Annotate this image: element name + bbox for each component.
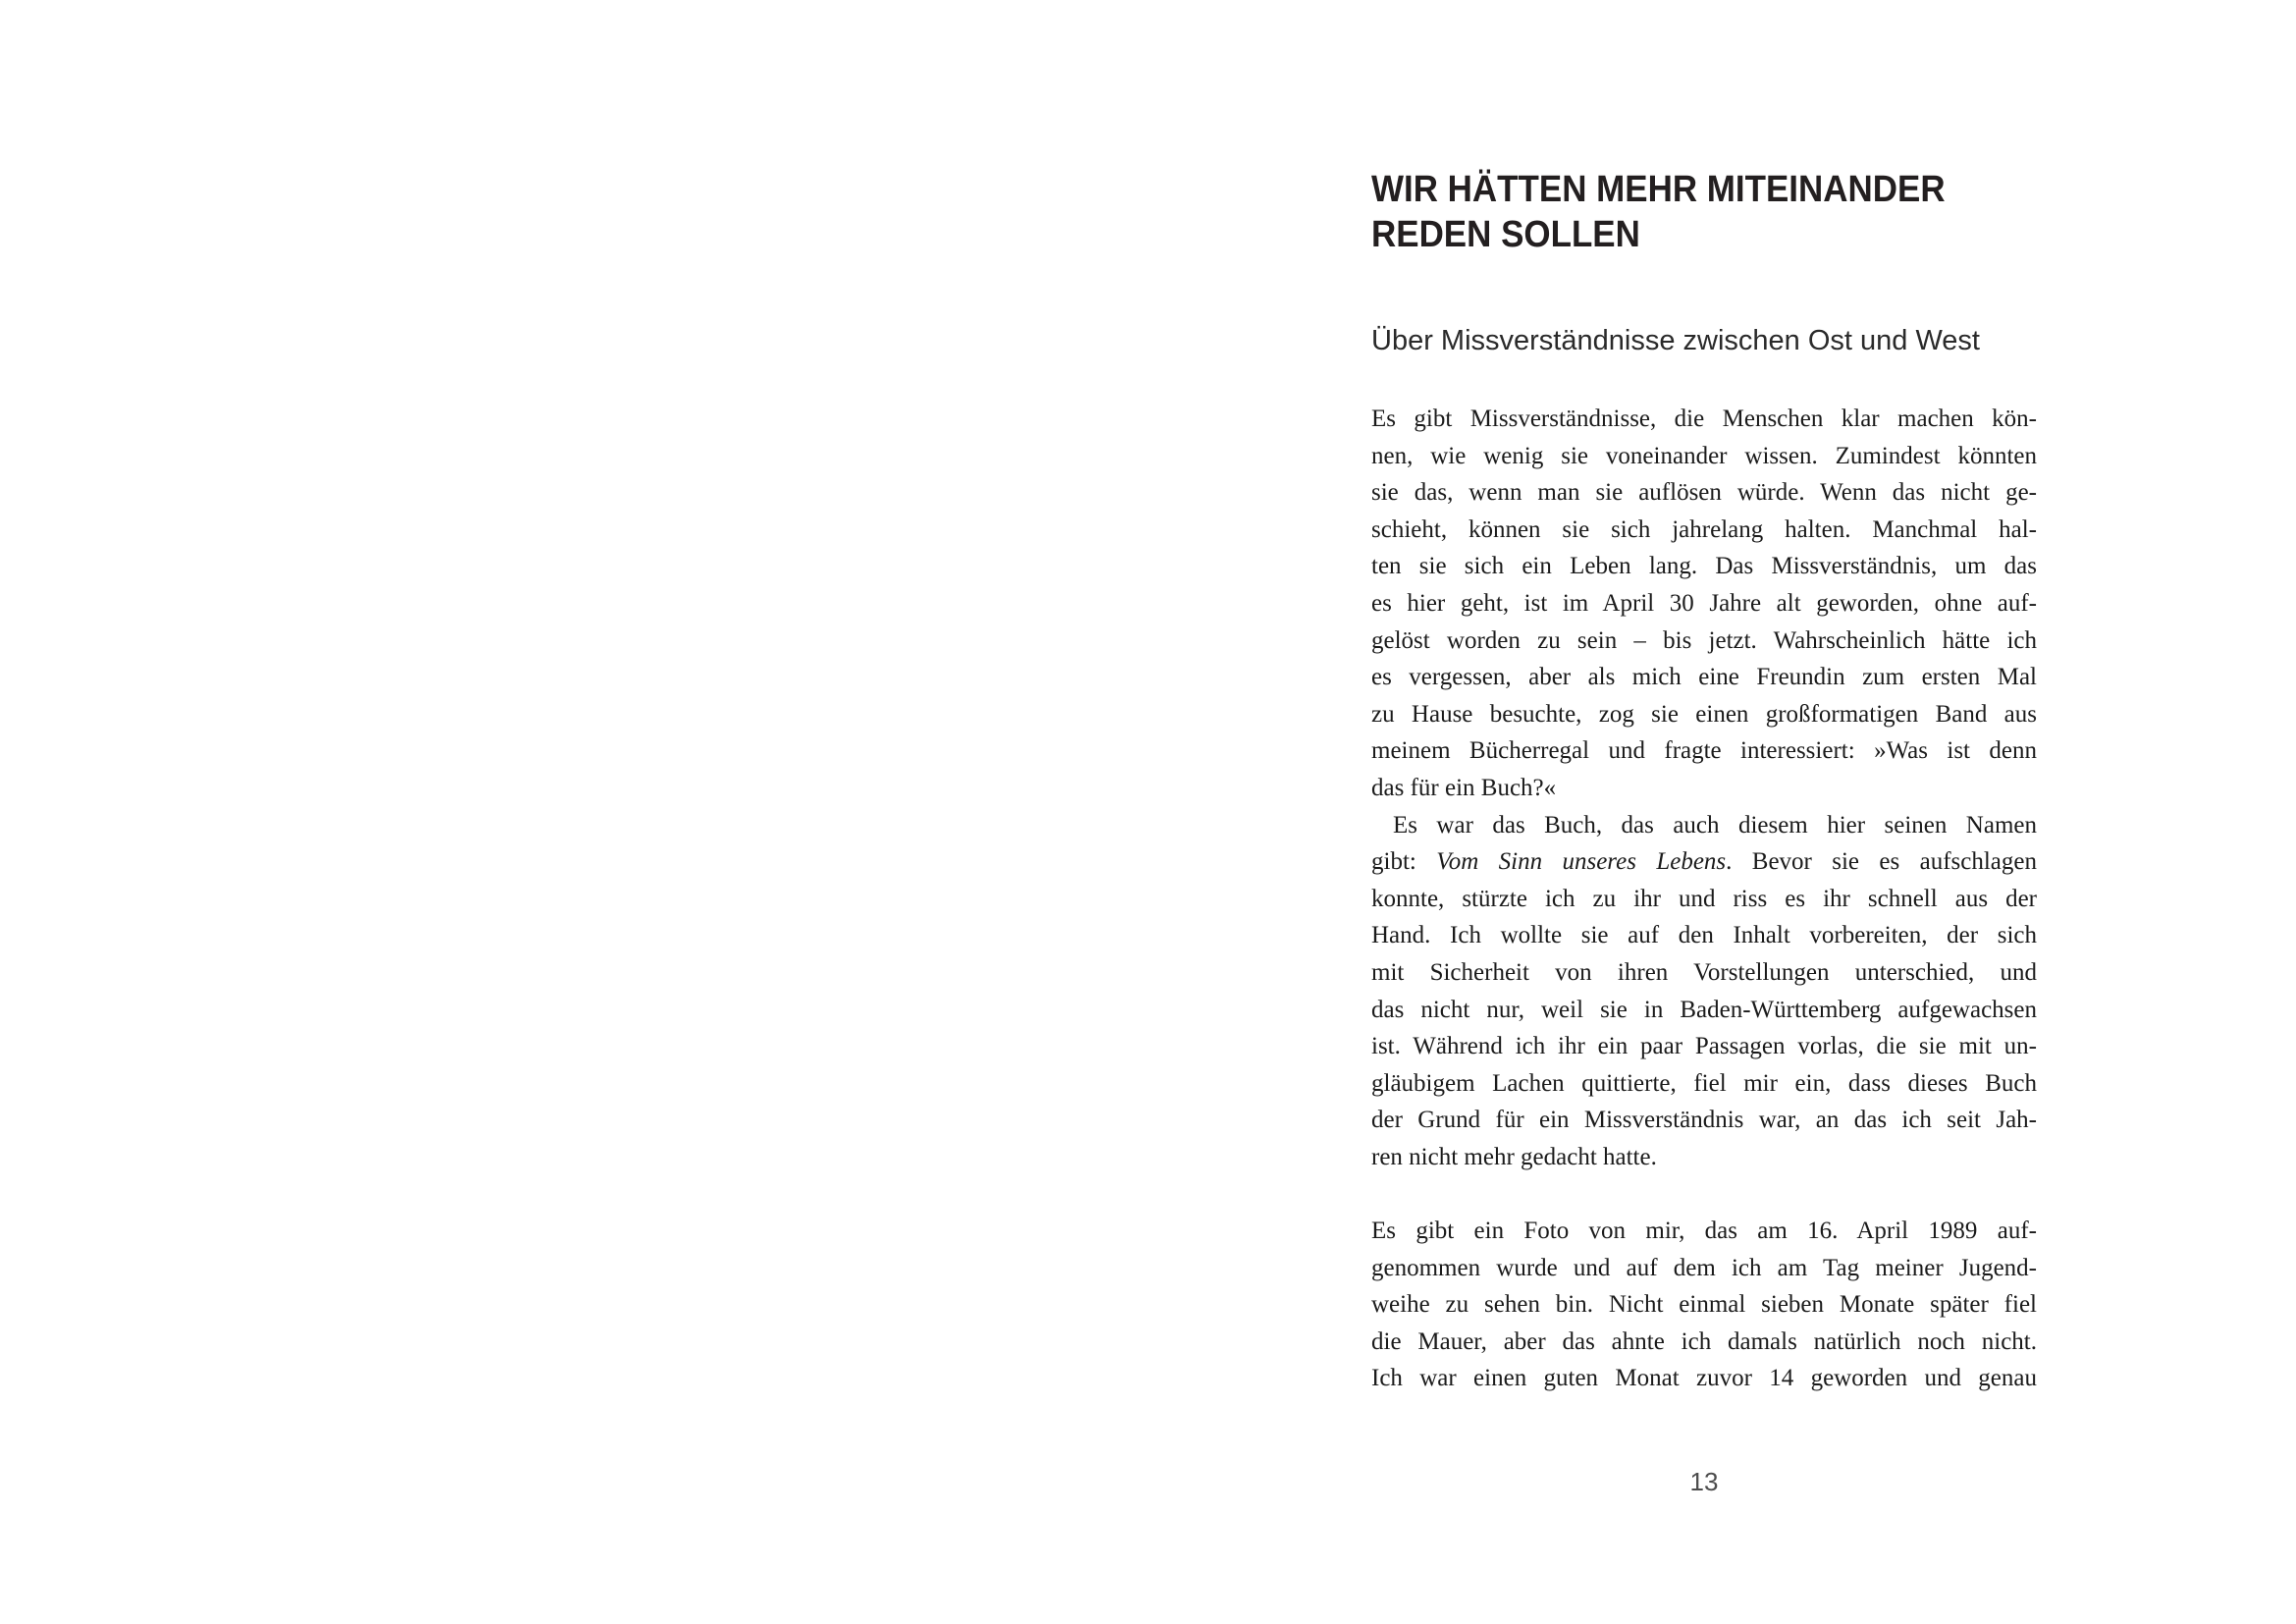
- body-line: zu Hause besuchte, zog sie einen großformatigen Band aus: [1371, 700, 2037, 728]
- chapter-title: [1371, 167, 2040, 257]
- body-line: mit Sicherheit von ihren Vorstellungen unterschied, und: [1371, 958, 2037, 986]
- body-line: ten sie sich ein Leben lang. Das Missverständnis, um das: [1371, 553, 2037, 580]
- body-line: Hand. Ich wollte sie auf den Inhalt vorbereiten, der sich: [1371, 922, 2037, 949]
- body-line-with-book-title: [1371, 843, 2037, 881]
- body-line: das für ein Buch?«: [1371, 774, 1557, 801]
- body-line: ist. Während ich ihr ein paar Passagen vorlas, die sie mit un-: [1371, 1033, 2037, 1060]
- body-line: es vergessen, aber als mich eine Freundin zum ersten Mal: [1371, 664, 2037, 691]
- body-line: gelöst worden zu sein – bis jetzt. Wahrscheinlich hätte ich: [1371, 626, 2037, 654]
- body-line: nen, wie wenig sie voneinander wissen. Zumindest könnten: [1371, 442, 2037, 469]
- body-line: Es war das Buch, das auch diesem hier seinen Namen: [1393, 811, 2037, 839]
- chapter-title-line-2: REDEN SOLLEN: [1371, 214, 1640, 255]
- paragraph-1: [1371, 401, 2037, 807]
- page-number: 13: [1689, 1467, 1719, 1496]
- body-line: schieht, können sie sich jahrelang halten. Manchmal hal-: [1371, 515, 2037, 543]
- body-text: [1371, 401, 2037, 1397]
- text-column: [1371, 0, 2037, 1624]
- body-line: das nicht nur, weil sie in Baden-Württemberg aufgewachsen: [1371, 996, 2037, 1023]
- chapter-subtitle: Über Missverständnisse zwischen Ost und West: [1371, 325, 1980, 356]
- body-line-segment: . Bevor sie es aufschlagen: [1726, 848, 2037, 876]
- body-line: es hier geht, ist im April 30 Jahre alt geworden, ohne auf-: [1371, 589, 2037, 617]
- body-line: Es gibt ein Foto von mir, das am 16. April 1989 auf-: [1371, 1218, 2037, 1245]
- body-line: Ich war einen guten Monat zuvor 14 geworden und genau: [1371, 1365, 2037, 1392]
- body-line: genommen wurde und auf dem ich am Tag meiner Jugend-: [1371, 1254, 2037, 1281]
- body-line: weihe zu sehen bin. Nicht einmal sieben Monate später fiel: [1371, 1291, 2037, 1319]
- body-line: Es gibt Missverständnisse, die Menschen klar machen kön-: [1371, 406, 2037, 432]
- body-line: konnte, stürzte ich zu ihr und riss es ihr schnell aus der: [1371, 885, 2037, 912]
- paragraph-3: [1371, 1213, 2037, 1397]
- body-line-segment: gibt:: [1371, 848, 1437, 876]
- chapter-title-line-1: WIR HÄTTEN MEHR MITEINANDER: [1371, 169, 1946, 210]
- body-line: meinem Bücherregal und fragte interessiert: »Was ist denn: [1371, 737, 2037, 765]
- book-title-italic: Vom Sinn unseres Lebens: [1436, 848, 1727, 876]
- body-line: die Mauer, aber das ahnte ich damals natürlich noch nicht.: [1371, 1327, 2037, 1355]
- body-line: gläubigem Lachen quittierte, fiel mir ein, dass dieses Buch: [1371, 1069, 2037, 1097]
- body-line: sie das, wenn man sie auflösen würde. Wenn das nicht ge-: [1371, 479, 2037, 507]
- paragraph-2: [1371, 807, 2037, 1176]
- body-line: ren nicht mehr gedacht hatte.: [1371, 1143, 1657, 1170]
- body-line: der Grund für ein Missverständnis war, an das ich seit Jah-: [1371, 1107, 2037, 1134]
